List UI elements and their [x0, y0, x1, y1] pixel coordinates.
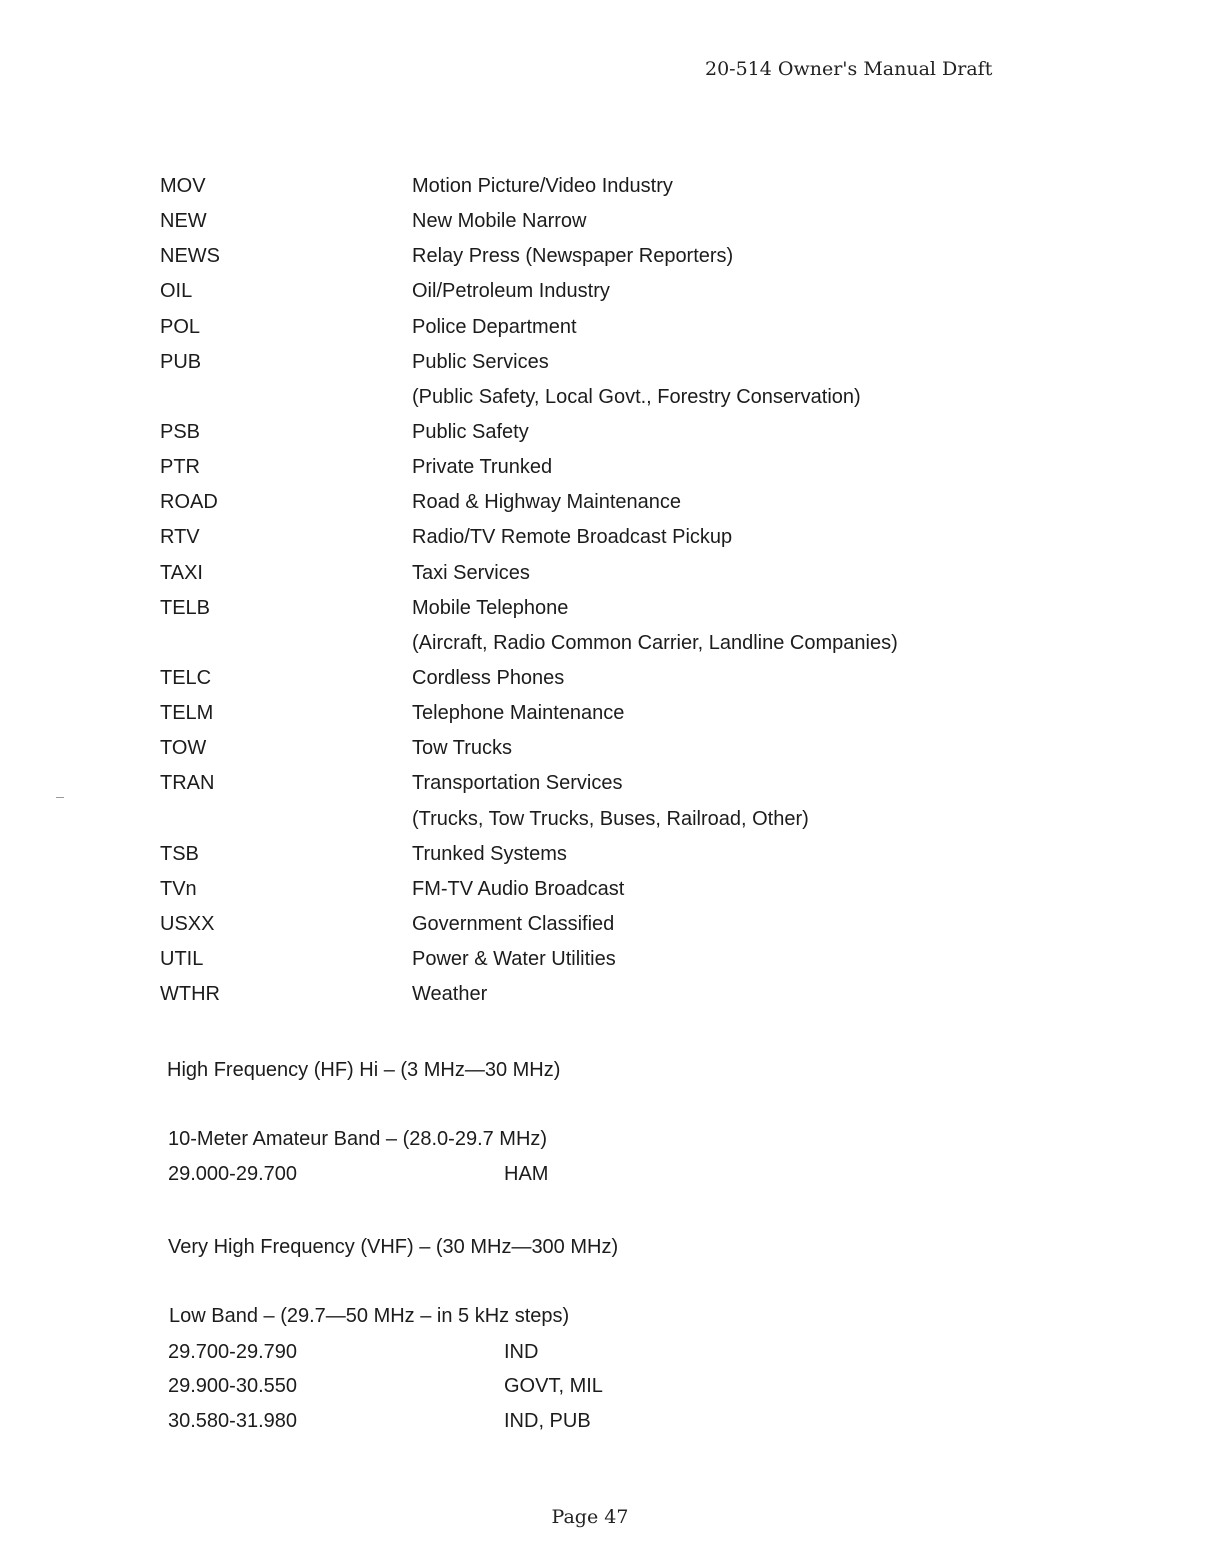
service-description: Private Trunked — [412, 456, 553, 479]
service-code: TAXI — [160, 561, 203, 584]
service-code: TOW — [160, 737, 207, 760]
hf-heading: High Frequency (HF) Hi – (3 MHz—30 MHz) — [167, 1059, 561, 1081]
service-code: TELB — [160, 596, 211, 619]
code-row — [160, 421, 960, 456]
service-code: TELM — [160, 702, 214, 725]
service-description: Radio/TV Remote Broadcast Pickup — [412, 526, 733, 549]
service-code: POL — [160, 315, 201, 338]
service-code: RTV — [160, 526, 200, 549]
service-description: Government Classified — [412, 912, 615, 935]
code-row — [160, 878, 960, 913]
service-code: ROAD — [160, 491, 218, 514]
service-description: Police Department — [412, 315, 577, 338]
service-description: Road & Highway Maintenance — [412, 491, 682, 514]
code-row — [160, 983, 960, 1018]
service-code: TVn — [160, 877, 197, 900]
vhf-heading: Very High Frequency (VHF) – (30 MHz—300 MHz) — [168, 1236, 619, 1258]
service-description: Tow Trucks — [412, 737, 513, 760]
freq-range: 29.000-29.700 — [168, 1163, 298, 1185]
service-description: New Mobile Narrow — [412, 210, 587, 233]
service-code-table — [160, 175, 960, 1018]
service-description: (Aircraft, Radio Common Carrier, Landline Companies) — [412, 631, 898, 654]
service-description: Transportation Services — [412, 772, 623, 795]
code-row — [160, 562, 960, 597]
freq-service: HAM — [504, 1163, 549, 1185]
code-row — [160, 245, 960, 280]
service-description: Public Safety — [412, 420, 529, 443]
freq-range: 29.700-29.790 — [168, 1341, 298, 1363]
code-row — [160, 667, 960, 702]
service-description: Oil/Petroleum Industry — [412, 280, 610, 303]
code-row — [160, 772, 960, 807]
service-code: PTR — [160, 456, 200, 479]
freq-range: 29.900-30.550 — [168, 1375, 298, 1397]
service-code: OIL — [160, 280, 193, 303]
service-description: Cordless Phones — [412, 666, 565, 689]
low-band-heading: Low Band – (29.7—50 MHz – in 5 kHz steps) — [169, 1305, 570, 1327]
service-description: Telephone Maintenance — [412, 702, 625, 725]
service-code: TRAN — [160, 772, 215, 795]
service-code: PUB — [160, 350, 202, 373]
service-description: Weather — [412, 983, 488, 1006]
service-code: USXX — [160, 912, 215, 935]
service-description: Public Services — [412, 350, 549, 373]
service-description: Mobile Telephone — [412, 596, 569, 619]
code-row — [160, 386, 960, 421]
code-row — [160, 597, 960, 632]
service-description: Motion Picture/Video Industry — [412, 175, 673, 197]
service-code: PSB — [160, 420, 201, 443]
service-description: Taxi Services — [412, 561, 530, 584]
page-number: Page 47 — [551, 1506, 629, 1528]
code-row — [160, 737, 960, 772]
code-row — [160, 456, 960, 491]
service-code: NEW — [160, 210, 207, 233]
code-row — [160, 948, 960, 983]
code-row — [160, 632, 960, 667]
service-description: (Public Safety, Local Govt., Forestry Conservation) — [412, 385, 861, 408]
code-row — [160, 526, 960, 561]
freq-service: IND — [504, 1341, 539, 1363]
code-row — [160, 351, 960, 386]
code-row — [160, 702, 960, 737]
service-code: TELC — [160, 666, 212, 689]
freq-row — [168, 1341, 668, 1371]
service-description: Trunked Systems — [412, 842, 567, 865]
freq-row — [168, 1410, 668, 1440]
code-row — [160, 808, 960, 843]
service-code: MOV — [160, 175, 206, 197]
service-code: NEWS — [160, 245, 220, 268]
freq-row — [168, 1163, 668, 1193]
freq-service: GOVT, MIL — [504, 1375, 603, 1397]
service-code: TSB — [160, 842, 199, 865]
service-description: FM-TV Audio Broadcast — [412, 877, 625, 900]
scan-mark — [56, 797, 64, 798]
service-description: (Trucks, Tow Trucks, Buses, Railroad, Other) — [412, 807, 809, 830]
code-row — [160, 175, 960, 210]
code-row — [160, 913, 960, 948]
page-header: 20-514 Owner's Manual Draft — [705, 58, 993, 80]
service-code: WTHR — [160, 983, 220, 1006]
service-code: UTIL — [160, 948, 204, 971]
freq-service: IND, PUB — [504, 1410, 591, 1432]
code-row — [160, 843, 960, 878]
ten-meter-heading: 10-Meter Amateur Band – (28.0-29.7 MHz) — [168, 1128, 548, 1150]
service-description: Relay Press (Newspaper Reporters) — [412, 245, 734, 268]
code-row — [160, 491, 960, 526]
code-row — [160, 316, 960, 351]
service-description: Power & Water Utilities — [412, 948, 616, 971]
freq-range: 30.580-31.980 — [168, 1410, 298, 1432]
code-row — [160, 210, 960, 245]
code-row — [160, 280, 960, 315]
freq-row — [168, 1375, 668, 1405]
